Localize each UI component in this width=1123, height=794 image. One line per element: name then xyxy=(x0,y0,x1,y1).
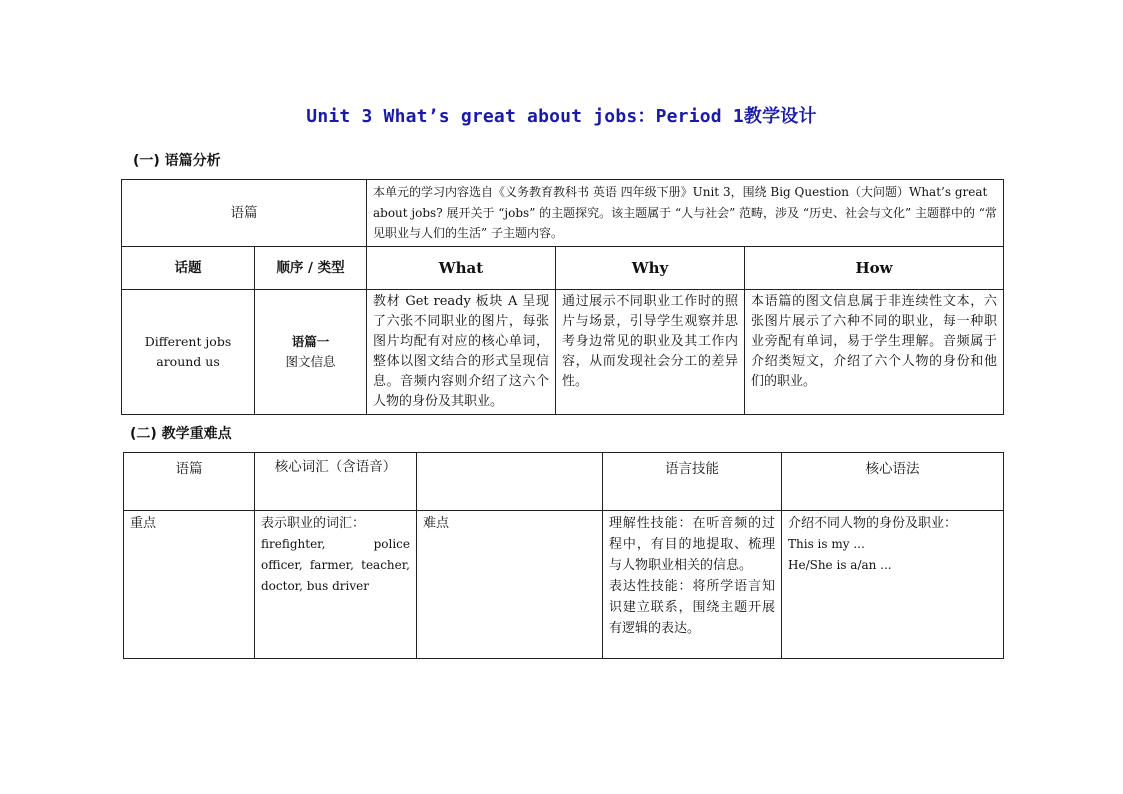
page-title: Unit 3 What’s great about jobs：Period 1教学设计 xyxy=(306,106,817,127)
header-how: How xyxy=(745,246,1004,289)
header-what: What xyxy=(367,246,556,289)
t2-header-blank xyxy=(417,453,603,511)
header-why: Why xyxy=(556,246,745,289)
grammar-cell xyxy=(782,511,1004,659)
grammar-line-2: This is my ... xyxy=(788,537,865,551)
order-line-2: 图文信息 xyxy=(285,353,336,369)
what-text: 教材 Get ready 板块 A 呈现了六张不同职业的图片，每张图片均配有对应的核心单词，整体以图文结合的形式呈现信息。音频内容则介绍了这六个人物的身份及其职业。 xyxy=(367,289,556,414)
how-text: 本语篇的图文信息属于非连续性文本，六张图片展示了六种不同的职业，每一种职业旁配有单词，易于学生理解。音频属于介绍类短文，介绍了六个人物的身份和他们的职业。 xyxy=(745,289,1004,414)
yupian-label: 语篇 xyxy=(122,180,367,247)
topic-text: Different jobs around us xyxy=(144,333,232,369)
section-heading-text-analysis: (一) 语篇分析 xyxy=(133,153,221,169)
t2-header-vocab: 核心词汇（含语音） xyxy=(255,453,417,511)
grammar-line-3: He/She is a/an ... xyxy=(788,558,892,572)
grammar-line-1: 介绍不同人物的身份及职业： xyxy=(788,516,958,531)
skill-cell xyxy=(603,511,782,659)
vocab-cell xyxy=(255,511,417,659)
skill-line-1: 理解性技能：在听音频的过程中，有目的地提取、梳理与人物职业相关的信息。 xyxy=(609,516,775,573)
t2-header-yupian: 语篇 xyxy=(124,453,255,511)
vocab-line-2: firefighter, police officer, farmer, teacher, doctor, bus driver xyxy=(261,537,410,593)
t2-header-skill: 语言技能 xyxy=(603,453,782,511)
vocab-line-1: 表示职业的词汇： xyxy=(261,516,366,531)
difficulty-label: 难点 xyxy=(417,511,603,659)
section-heading-key-points: (二) 教学重难点 xyxy=(130,426,232,442)
text-analysis-table xyxy=(121,179,1004,415)
why-text: 通过展示不同职业工作时的照片与场景，引导学生观察并思考身边常见的职业及其工作内容，从而发现社会分工的差异性。 xyxy=(556,289,745,414)
t2-header-grammar: 核心语法 xyxy=(782,453,1004,511)
header-topic: 话题 xyxy=(122,246,255,289)
key-label: 重点 xyxy=(124,511,255,659)
order-line-1: 语篇一 xyxy=(291,333,330,349)
unit-intro-text: 本单元的学习内容选自《义务教育教科书 英语 四年级下册》Unit 3，围绕 Big Question（大问题）What’s great about jobs? 展开关于 “jobs” 的主题探究。该主题属于 “人与社会” 范畴，涉及 “历史、社会与文化” 主题群中的 “常见职业与人们的生活” 子主题内容。 xyxy=(367,180,1004,247)
key-difficult-points-table xyxy=(123,452,1004,659)
skill-line-2: 表达性技能：将所学语言知识建立联系，围绕主题开展有逻辑的表达。 xyxy=(609,579,775,636)
topic-cell xyxy=(122,289,255,414)
order-type-cell xyxy=(255,289,367,414)
header-order-type: 顺序 / 类型 xyxy=(255,246,367,289)
